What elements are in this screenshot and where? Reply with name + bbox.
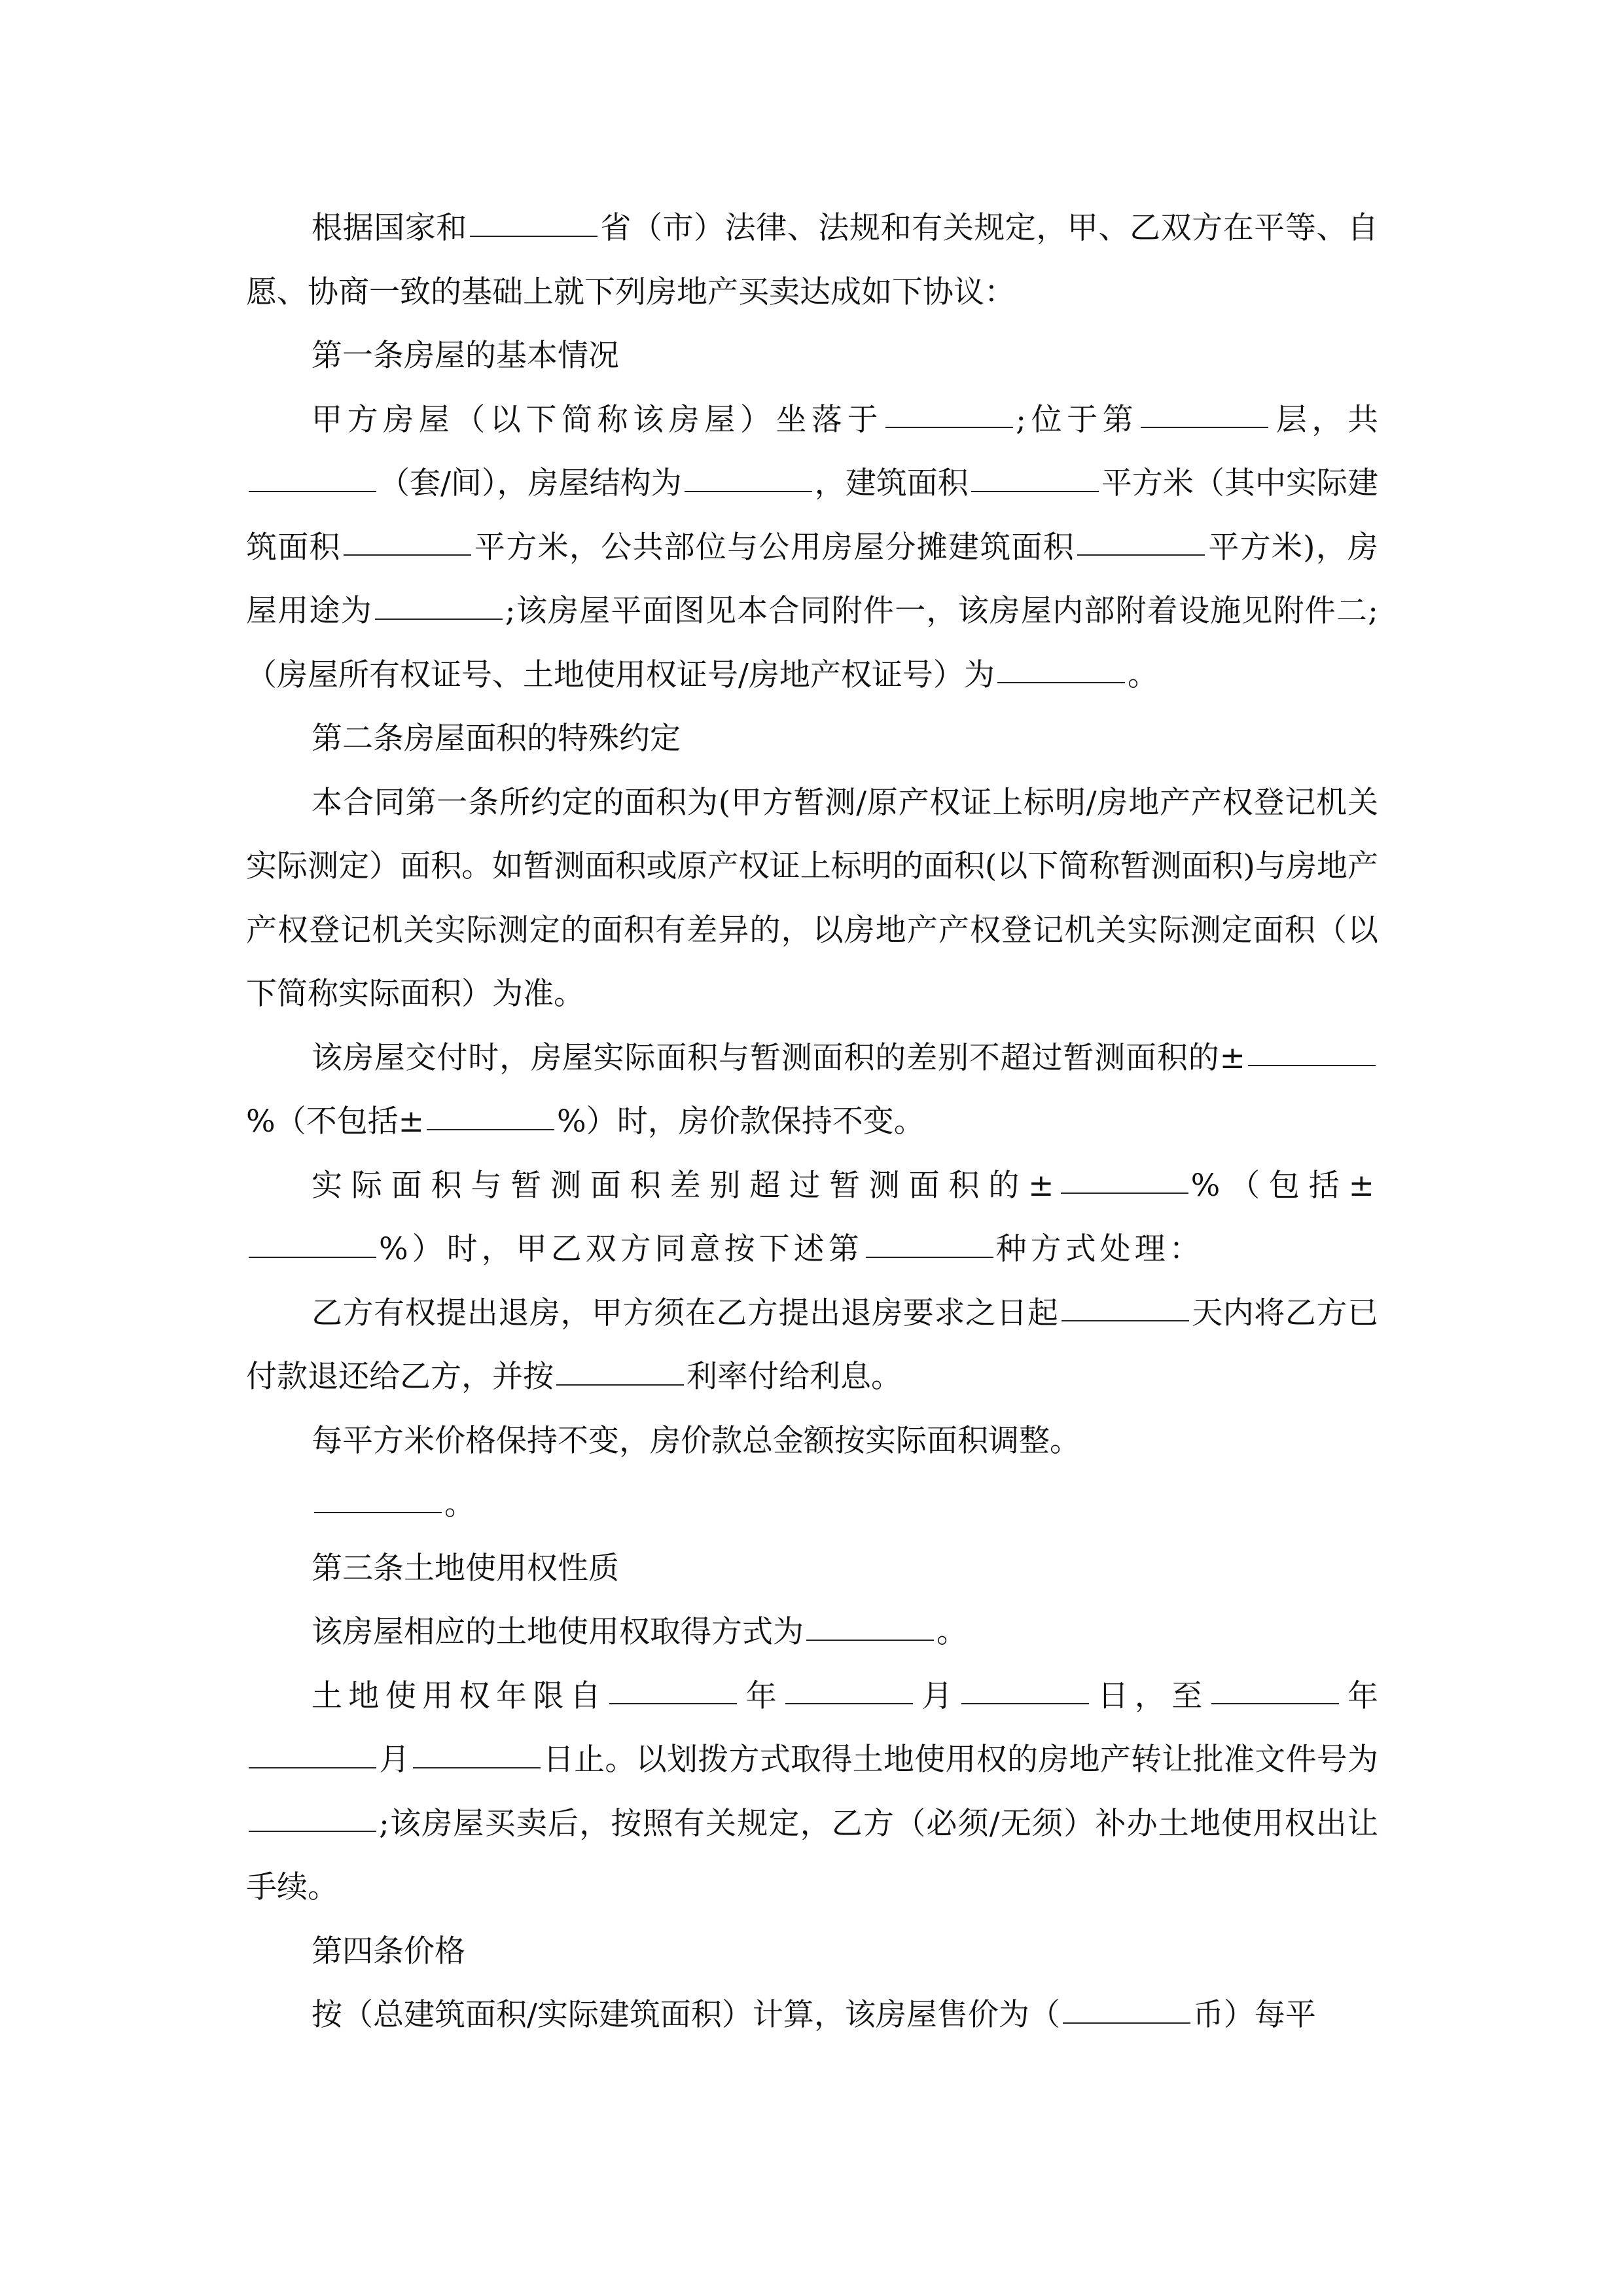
blank bbox=[249, 1767, 376, 1768]
blank bbox=[785, 1702, 913, 1704]
blank bbox=[1061, 1319, 1189, 1321]
article-3-title: 第三条土地使用权性质 bbox=[312, 1550, 619, 1587]
blank bbox=[249, 1256, 376, 1258]
blank bbox=[344, 554, 471, 556]
blank bbox=[1248, 1064, 1376, 1066]
article-2-exceed: 实际面积与暂测面积差别超过暂测面积的± %（包括±%）时，甲乙双方同意按下述第 种方式处理： bbox=[246, 1154, 1378, 1282]
article-2-option-1: 乙方有权提出退房，甲方须在乙方提出退房要求之日起 天内将乙方已付款退还给乙方，并按 利率付给利息。 bbox=[246, 1295, 1379, 1395]
article-1-title: 第一条房屋的基本情况 bbox=[312, 338, 619, 374]
article-1-body: 甲方房屋（以下简称该房屋）坐落于 ;位于第 层，共（套/间），房屋结构为 ，建筑面积 平方米（其中实际建筑面积 平方米，公共部位与公用房屋分摊建筑面积 平方米)，房屋用途为 ;该房屋平面图见本合同附件一，该房屋内部附着设施见附件二;（房屋所有权证号、土地使用权证号/房地产权证号）为 。 bbox=[246, 401, 1379, 693]
article-2-title: 第二条房屋面积的特殊约定 bbox=[312, 721, 681, 757]
blank bbox=[249, 1830, 376, 1832]
blank bbox=[885, 426, 1013, 428]
article-2-delivery: 该房屋交付时，房屋实际面积与暂测面积的差别不超过暂测面积的±%（不包括± %）时，房价款保持不变。 bbox=[246, 1026, 1378, 1154]
blank bbox=[806, 1639, 934, 1641]
blank bbox=[470, 235, 597, 237]
blank bbox=[1061, 1192, 1188, 1194]
blank bbox=[1077, 554, 1205, 556]
blank bbox=[375, 618, 503, 620]
article-4-title: 第四条价格 bbox=[312, 1933, 465, 1969]
blank bbox=[1211, 1702, 1339, 1704]
blank bbox=[997, 681, 1125, 683]
blank bbox=[1063, 2022, 1190, 2024]
contract-page bbox=[246, 196, 1378, 2047]
article-4-body: 按（总建筑面积/实际建筑面积）计算，该房屋售价为（ 币）每平 bbox=[312, 1997, 1316, 2033]
blank bbox=[249, 490, 376, 492]
blank bbox=[609, 1702, 737, 1704]
blank bbox=[866, 1256, 993, 1258]
blank bbox=[314, 1511, 442, 1513]
article-2-option-3: 。 bbox=[246, 1473, 1378, 1537]
blank bbox=[685, 490, 812, 492]
blank bbox=[556, 1384, 684, 1386]
blank bbox=[971, 490, 1099, 492]
blank bbox=[427, 1128, 554, 1130]
article-2-option-2: 每平方米价格保持不变，房价款总金额按实际面积调整。 bbox=[312, 1422, 1080, 1459]
blank bbox=[1141, 426, 1268, 428]
article-3-method: 该房屋相应的土地使用权取得方式为 。 bbox=[312, 1614, 967, 1650]
article-3-term: 土地使用权年限自 年 月 日，至 年月 日止。以划拨方式取得土地使用权的房地产转让批准文件号为;该房屋买卖后，按照有关规定，乙方（必须/无须）补办土地使用权出让手续。 bbox=[246, 1677, 1379, 1905]
article-2-body: 本合同第一条所约定的面积为(甲方暂测/原产权证上标明/房地产产权登记机关实际测定）面积。如暂测面积或原产权证上标明的面积(以下简称暂测面积)与房地产产权登记机关实际测定的面积有差异的，以房地产产权登记机关实际测定面积（以下简称实际面积）为准。 bbox=[246, 784, 1378, 1012]
intro: 根据国家和 省（市）法律、法规和有关规定，甲、乙双方在平等、自愿、协商一致的基础上就下列房地产买卖达成如下协议： bbox=[246, 210, 1379, 310]
blank bbox=[961, 1702, 1089, 1704]
blank bbox=[413, 1767, 541, 1768]
